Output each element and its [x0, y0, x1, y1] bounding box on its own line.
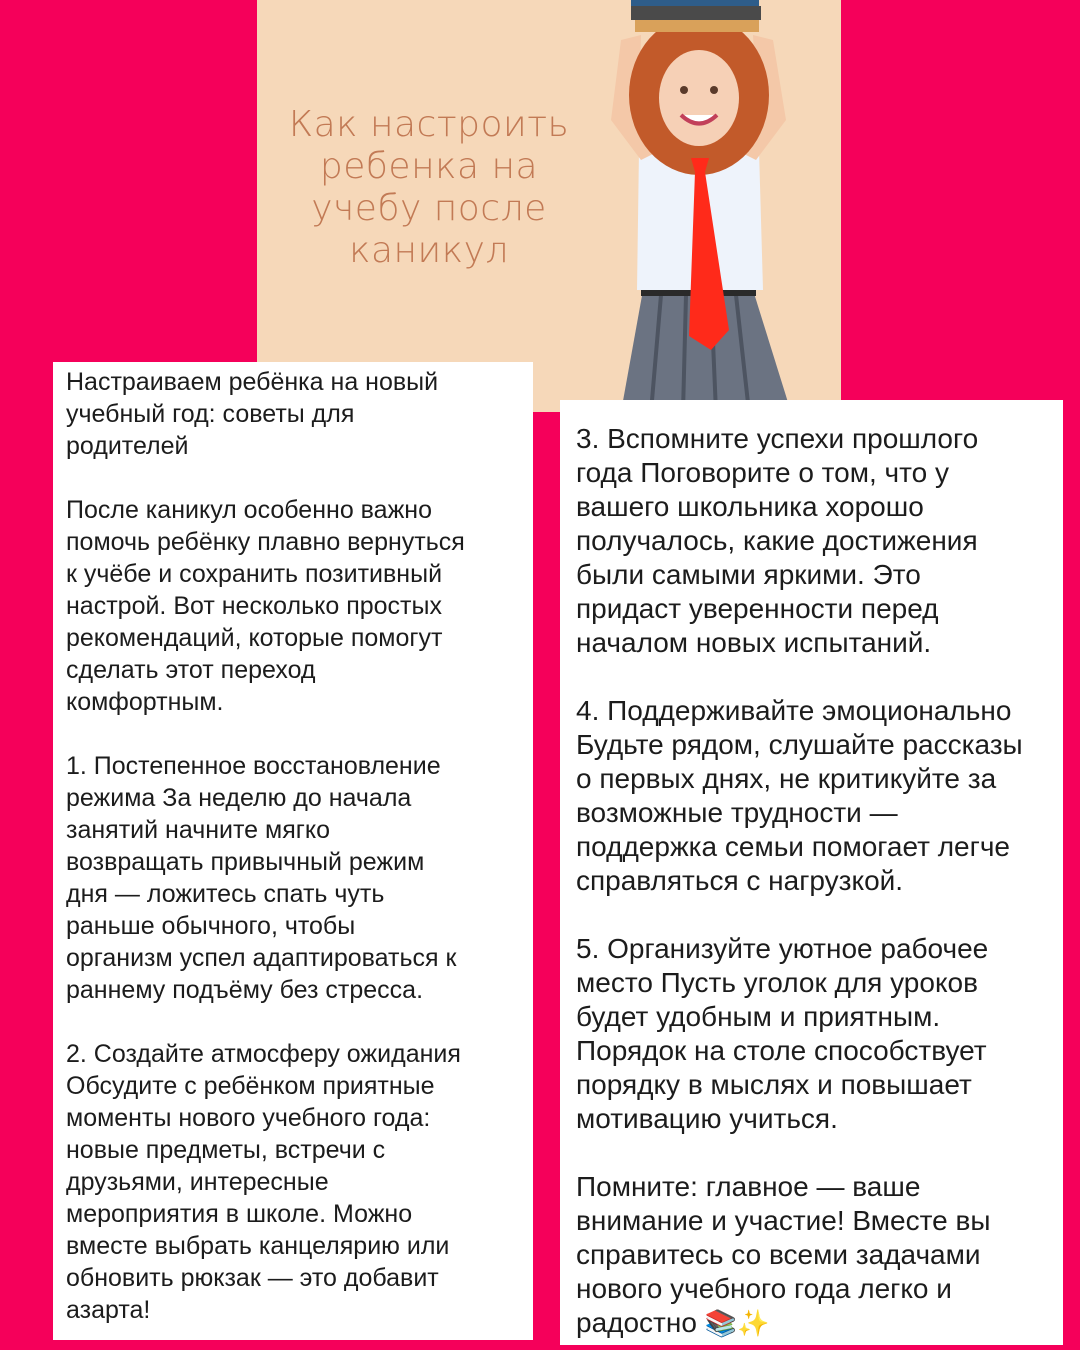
tip-5: 5. Организуйте уютное рабочее место Пусть уголок для уроков будет удобным и приятным. Порядок на столе способствует порядку в мыслях и повышает мотивацию учиться.: [576, 933, 989, 1134]
closing-text: [576, 1170, 1053, 1341]
banner-title-line: каникул: [349, 230, 509, 271]
banner-title-line: ребенка на: [319, 146, 539, 187]
books-sparkles-icon: 📚✨: [704, 1309, 770, 1339]
intro-title: Настраиваем ребёнка на новый учебный год: советы для родителей: [66, 368, 439, 460]
tip-4: 4. Поддерживайте эмоционально Будьте рядом, слушайте рассказы о первых днях, не критикуйте за возможные трудности — поддержка семьи помогает легче справляться с нагрузкой.: [576, 695, 1023, 896]
tip-3: 3. Вспомните успехи прошлого года Поговорите о том, что у вашего школьника хорошо получалось, какие достижения были самыми яркими. Это придаст уверенности перед началом новых испытаний.: [576, 423, 979, 658]
banner-title-line: Как настроить: [288, 104, 570, 145]
tips-card-left: [53, 362, 533, 1340]
intro-text: После каникул особенно важно помочь ребёнку плавно вернуться к учёбе и сохранить позитивный настрой. Вот несколько простых рекомендаций, которые помогут сделать этот переход комфортным.: [66, 496, 465, 716]
banner-title: [259, 104, 599, 272]
schoolgirl-illustration: [581, 0, 841, 412]
tip-2: 2. Создайте атмосферу ожидания Обсудите с ребёнком приятные моменты нового учебного года: новые предметы, встречи с друзьями, интересные мероприятия в школе. Можно вместе выбрать канцелярию или обновить рюкзак — это добавит азарта!: [66, 1040, 461, 1324]
tip-1: 1. Постепенное восстановление режима За неделю до начала занятий начните мягко возвращать привычный режим дня — ложитесь спать чуть раньше обычного, чтобы организм успел адаптироваться к раннему подъёму без стресса.: [66, 752, 457, 1004]
banner-title-line: учебу после: [311, 188, 547, 229]
cover-banner: [257, 0, 841, 412]
tips-card-right: [560, 400, 1063, 1345]
closing-message: Помните: главное — ваше внимание и участие! Вместе вы справитесь со всеми задачами нового учебного года легко и радостно: [576, 1171, 991, 1338]
